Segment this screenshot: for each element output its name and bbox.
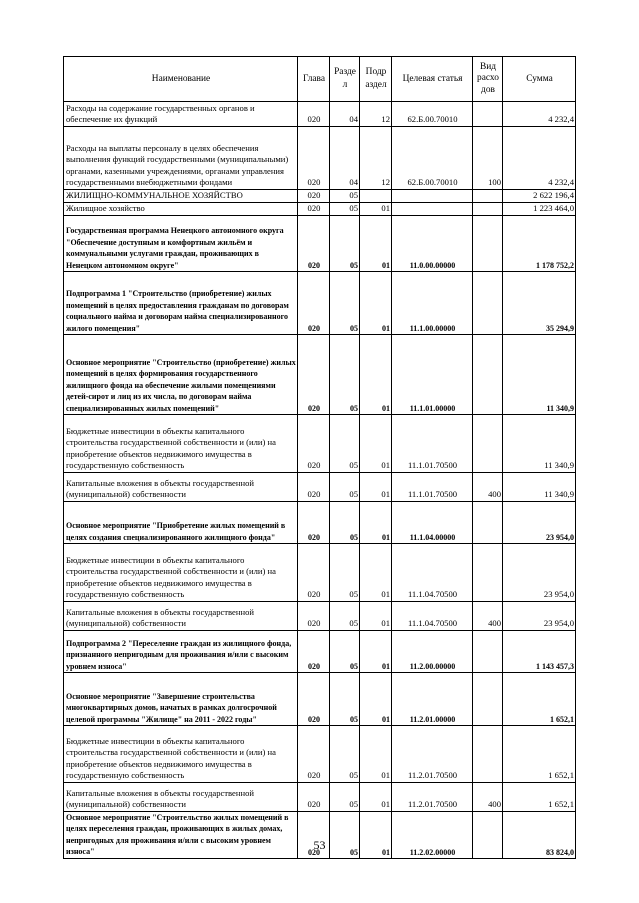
row-name: Основное мероприятие "Строительство жилых помещений в целях переселения граждан, проживающих в жилых домах, непригодных для проживания и/или с высоким уровнем износа" [64,812,298,859]
row-name: Бюджетные инвестиции в объекты капитального строительства государственной собственности и (или) на приобретение объектов недвижимого имущества в государственную собственность [64,415,298,473]
row-subsection: 12 [360,102,392,127]
row-expense-type [473,726,503,783]
row-target-article: 11.2.00.00000 [392,631,473,673]
row-target-article: 11.2.01.70500 [392,783,473,812]
row-expense-type [473,216,503,272]
page-number: 53 [313,838,326,852]
row-chapter: 020 [298,502,330,544]
row-name: Подпрограмма 1 "Строительство (приобретение) жилых помещений в целях предоставления гражданам по договорам социального найма и договорам найма специализированного жилого помещения" [64,272,298,335]
row-subsection: 01 [360,631,392,673]
row-expense-type [473,502,503,544]
table-header-row [64,57,576,102]
row-expense-type [473,415,503,473]
table-row [64,102,576,127]
row-section: 05 [330,473,360,502]
row-section: 05 [330,272,360,335]
row-section: 04 [330,102,360,127]
row-target-article: 62.Б.00.70010 [392,102,473,127]
row-target-article: 11.1.01.00000 [392,335,473,415]
row-expense-type: 100 [473,127,503,190]
row-name: Капитальные вложения в объекты государственной (муниципальной) собственности [64,473,298,502]
row-section: 05 [330,415,360,473]
table-row [64,190,576,203]
row-name: Расходы на содержание государственных органов и обеспечение их функций [64,102,298,127]
table-row [64,726,576,783]
row-section: 05 [330,631,360,673]
row-amount: 11 340,9 [503,473,576,502]
row-amount: 83 824,0 [503,812,576,859]
row-target-article: 11.2.02.00000 [392,812,473,859]
row-target-article: 11.1.01.70500 [392,415,473,473]
header-chapter: Глава [298,57,330,102]
row-amount: 1 223 464,0 [503,203,576,216]
row-subsection: 01 [360,726,392,783]
row-section: 05 [330,502,360,544]
row-section: 05 [330,602,360,631]
table-row [64,631,576,673]
row-amount: 23 954,0 [503,544,576,602]
row-target-article: 11.1.00.00000 [392,272,473,335]
row-target-article: 11.2.01.00000 [392,673,473,726]
row-subsection: 01 [360,272,392,335]
header-name: Наименование [64,57,298,102]
row-amount: 11 340,9 [503,335,576,415]
row-amount: 4 232,4 [503,127,576,190]
table-row [64,216,576,272]
row-amount: 1 143 457,3 [503,631,576,673]
row-target-article: 62.Б.00.70010 [392,127,473,190]
row-subsection: 01 [360,783,392,812]
row-expense-type: 400 [473,602,503,631]
row-expense-type [473,673,503,726]
row-section: 05 [330,190,360,203]
table-row [64,673,576,726]
row-subsection [360,190,392,203]
row-name: Основное мероприятие "Завершение строительства многоквартирных домов, начатых в рамках долгосрочной целевой программы "Жилище" на 2011 - 2022 годы" [64,673,298,726]
row-section: 04 [330,127,360,190]
table-row [64,602,576,631]
table-row [64,415,576,473]
row-section: 05 [330,783,360,812]
row-name: Государственная программа Ненецкого автономного округа "Обеспечение доступным и комфортным жильём и коммунальными услугами граждан, проживающих в Ненецком автономном округе" [64,216,298,272]
table-row [64,127,576,190]
row-chapter: 020 [298,203,330,216]
row-name: Основное мероприятие "Строительство (приобретение) жилых помещений в целях формирования государственного жилищного фонда на обеспечение жилыми помещениями детей-сирот и лиц из их числа, по договорам найма специализированных жилых помещений" [64,335,298,415]
row-name: Подпрограмма 2 "Переселение граждан из жилищного фонда, признанного непригодным для проживания и/или с высоким уровнем износа" [64,631,298,673]
header-section: Разде л [330,57,360,102]
row-name: Бюджетные инвестиции в объекты капитального строительства государственной собственности и (или) на приобретение объектов недвижимого имущества в государственную собственность [64,726,298,783]
row-chapter: 020 [298,127,330,190]
row-chapter: 020 [298,812,330,859]
row-expense-type [473,203,503,216]
row-subsection: 01 [360,415,392,473]
row-subsection: 12 [360,127,392,190]
row-subsection: 01 [360,812,392,859]
row-expense-type [473,190,503,203]
row-amount: 11 340,9 [503,415,576,473]
row-chapter: 020 [298,544,330,602]
table-row [64,272,576,335]
row-target-article: 11.1.01.70500 [392,473,473,502]
row-chapter: 020 [298,602,330,631]
row-chapter: 020 [298,673,330,726]
table-row [64,203,576,216]
row-target-article [392,203,473,216]
row-section: 05 [330,335,360,415]
row-chapter: 020 [298,102,330,127]
row-chapter: 020 [298,631,330,673]
row-section: 05 [330,673,360,726]
row-subsection: 01 [360,473,392,502]
row-section: 05 [330,203,360,216]
row-amount: 2 622 196,4 [503,190,576,203]
row-name: Жилищное хозяйство [64,203,298,216]
row-name: Капитальные вложения в объекты государственной (муниципальной) собственности [64,783,298,812]
header-expense-type: Вид расхо дов [473,57,503,102]
row-chapter: 020 [298,726,330,783]
row-section: 05 [330,544,360,602]
row-target-article: 11.1.04.70500 [392,602,473,631]
row-target-article: 11.0.00.00000 [392,216,473,272]
row-expense-type [473,544,503,602]
row-expense-type [473,631,503,673]
row-subsection: 01 [360,502,392,544]
row-amount: 23 954,0 [503,602,576,631]
table-body [64,102,576,859]
header-target-article: Целевая статья [392,57,473,102]
row-amount: 1 178 752,2 [503,216,576,272]
row-expense-type [473,335,503,415]
row-subsection: 01 [360,602,392,631]
row-chapter: 020 [298,783,330,812]
table-row [64,544,576,602]
row-name: Расходы на выплаты персоналу в целях обеспечения выполнения функций государственными (муниципальными) органами, казенными учреждениями, органами управления государственными внебюджетными фондами [64,127,298,190]
header-amount: Сумма [503,57,576,102]
table-row [64,335,576,415]
row-name: Капитальные вложения в объекты государственной (муниципальной) собственности [64,602,298,631]
row-subsection: 01 [360,335,392,415]
row-name: ЖИЛИЩНО-КОММУНАЛЬНОЕ ХОЗЯЙСТВО [64,190,298,203]
row-subsection: 01 [360,544,392,602]
table-row [64,502,576,544]
row-amount: 1 652,1 [503,673,576,726]
row-section: 05 [330,726,360,783]
row-expense-type [473,272,503,335]
row-target-article: 11.1.04.00000 [392,502,473,544]
row-name: Основное мероприятие "Приобретение жилых помещений в целях создания специализированного жилищного фонда" [64,502,298,544]
budget-table-page [63,56,576,859]
row-amount: 4 232,4 [503,102,576,127]
row-expense-type: 400 [473,473,503,502]
row-target-article [392,190,473,203]
row-amount: 23 954,0 [503,502,576,544]
row-expense-type: 400 [473,783,503,812]
row-amount: 35 294,9 [503,272,576,335]
table-row [64,783,576,812]
row-target-article: 11.2.01.70500 [392,726,473,783]
row-subsection: 01 [360,216,392,272]
row-chapter: 020 [298,415,330,473]
row-chapter: 020 [298,272,330,335]
row-target-article: 11.1.04.70500 [392,544,473,602]
row-name: Бюджетные инвестиции в объекты капитального строительства государственной собственности и (или) на приобретение объектов недвижимого имущества в государственную собственность [64,544,298,602]
row-expense-type [473,102,503,127]
row-amount: 1 652,1 [503,783,576,812]
row-section: 05 [330,812,360,859]
table-row [64,473,576,502]
row-amount: 1 652,1 [503,726,576,783]
row-subsection: 01 [360,203,392,216]
row-chapter: 020 [298,335,330,415]
row-chapter: 020 [298,473,330,502]
row-chapter: 020 [298,216,330,272]
header-subsection: Подр аздел [360,57,392,102]
row-section: 05 [330,216,360,272]
row-chapter: 020 [298,190,330,203]
budget-table [63,56,576,859]
row-subsection: 01 [360,673,392,726]
